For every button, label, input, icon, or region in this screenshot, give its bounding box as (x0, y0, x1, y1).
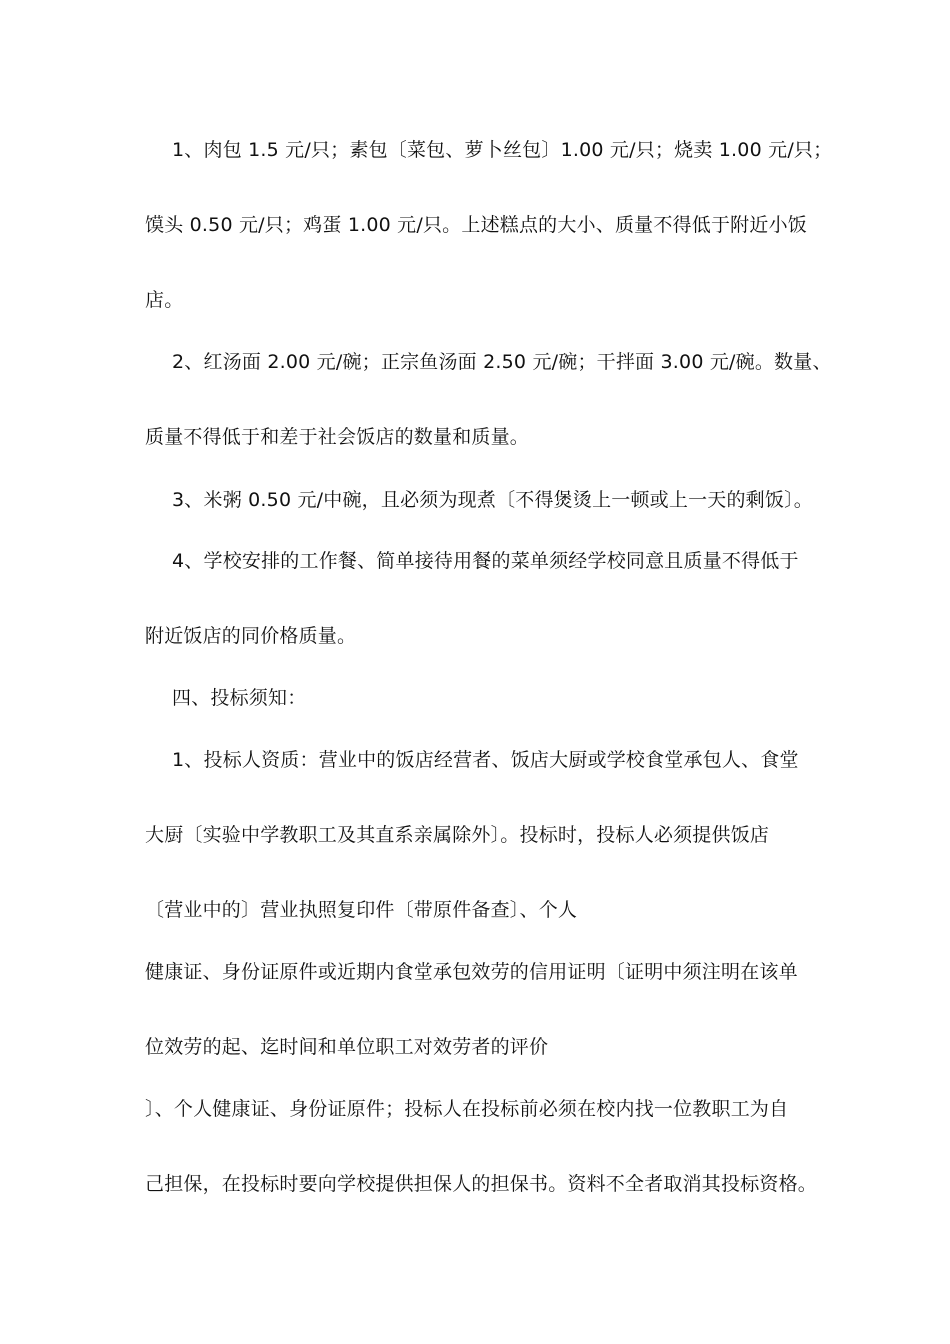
paragraph-line-4: 2、红汤面 2.00 元/碗；正宗鱼汤面 2.50 元/碗；干拌面 3.00 元/碗。数量、 (172, 351, 832, 373)
paragraph-line-2: 馍头 0.50 元/只；鸡蛋 1.00 元/只。上述糕点的大小、质量不得低于附近小饭 (145, 214, 807, 236)
section-heading: 四、投标须知： (172, 687, 307, 709)
paragraph-line-14: 位效劳的起、迄时间和单位职工对效劳者的评价 (145, 1036, 549, 1058)
paragraph-line-5: 质量不得低于和差于社会饭店的数量和质量。 (145, 426, 530, 448)
paragraph-line-13: 健康证、身份证原件或近期内食堂承包效劳的信用证明〔证明中须注明在该单 (145, 961, 798, 983)
paragraph-line-6: 3、米粥 0.50 元/中碗，且必须为现煮〔不得煲烫上一顿或上一天的剩饭〕。 (172, 489, 813, 511)
paragraph-line-10: 1、投标人资质：营业中的饭店经营者、饭店大厨或学校食堂承包人、食堂 (172, 749, 799, 771)
paragraph-line-3: 店。 (145, 289, 184, 311)
paragraph-line-8: 附近饭店的同价格质量。 (145, 625, 357, 647)
paragraph-line-12: 〔营业中的〕营业执照复印件〔带原件备查〕、个人 (145, 899, 578, 921)
paragraph-line-16: 己担保，在投标时要向学校提供担保人的担保书。资料不全者取消其投标资格。 (145, 1173, 818, 1195)
paragraph-line-15: 〕、个人健康证、身份证原件；投标人在投标前必须在校内找一位教职工为自 (145, 1098, 789, 1120)
paragraph-line-7: 4、学校安排的工作餐、简单接待用餐的菜单须经学校同意且质量不得低于 (172, 550, 799, 572)
paragraph-line-1: 1、肉包 1.5 元/只；素包〔菜包、萝卜丝包〕1.00 元/只；烧卖 1.00 元/只； (172, 139, 833, 161)
paragraph-line-11: 大厨〔实验中学教职工及其直系亲属除外〕。投标时，投标人必须提供饭店 (145, 824, 770, 846)
